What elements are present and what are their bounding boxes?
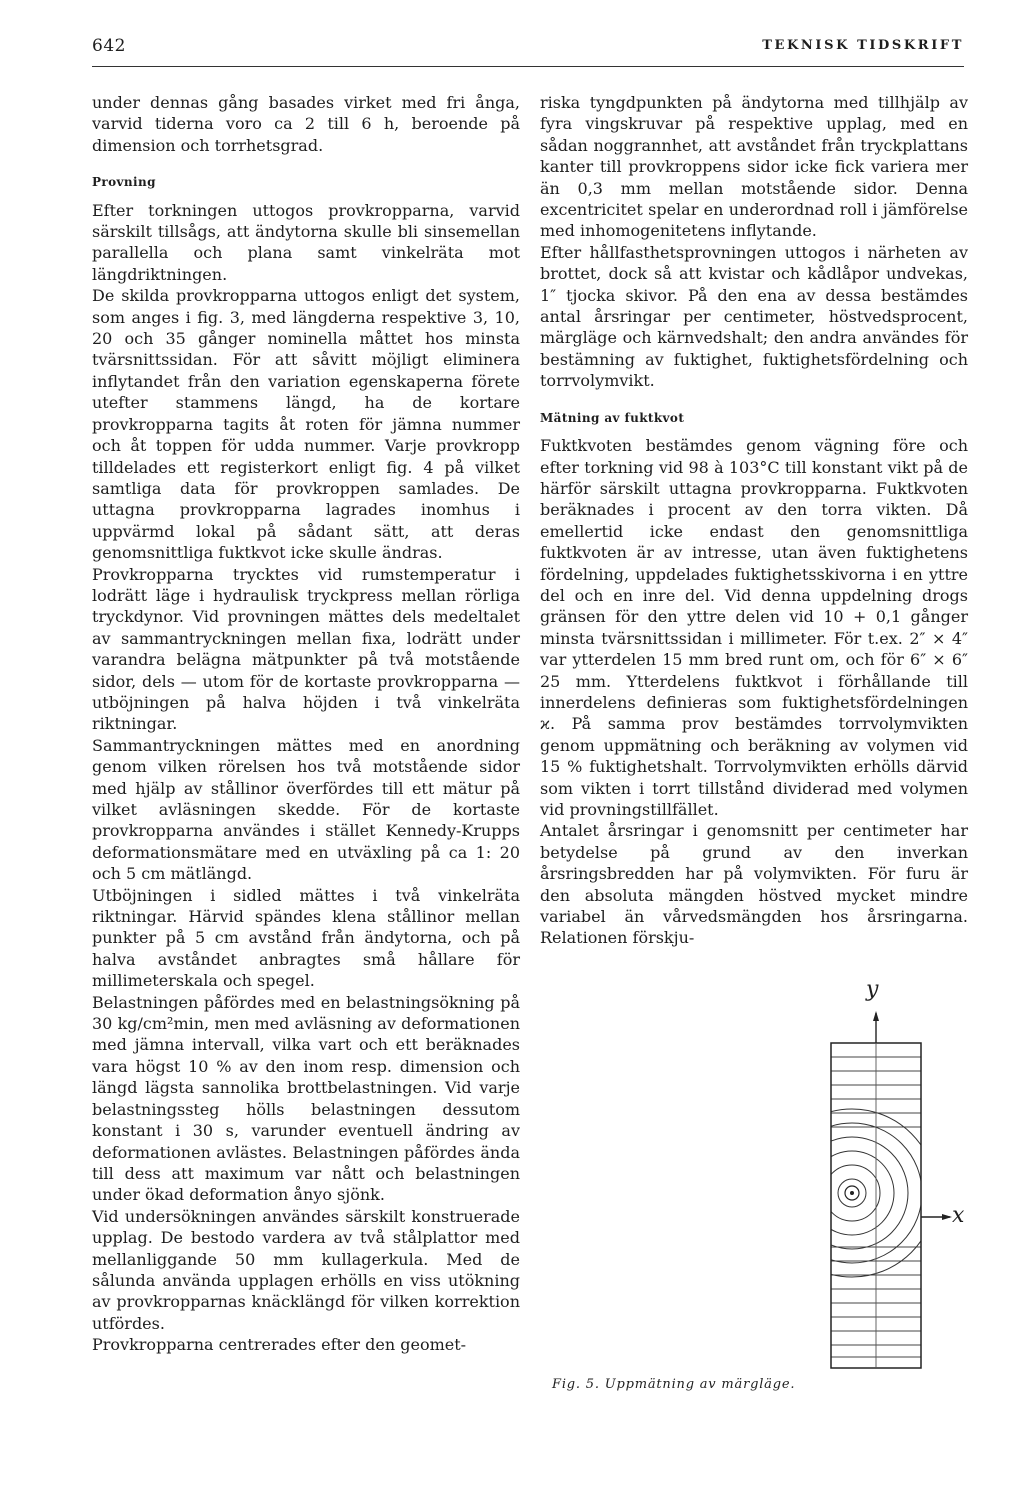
growth-rings: [768, 1057, 936, 1357]
y-axis-arrowhead: [873, 1011, 879, 1021]
pith-diagram: [540, 985, 970, 1395]
header-rule: [92, 66, 964, 67]
paragraph: Efter torkningen uttogos provkropparna, varvid särskilt tillsågs, att ändytorna skulle bli sinsemellan parallella och plana samt vinkelräta mot längdriktningen.: [92, 200, 520, 284]
section-heading: Mätning av fuktkvot: [540, 410, 685, 425]
right-column: [540, 92, 968, 949]
x-axis-arrowhead: [942, 1214, 952, 1220]
running-head: TEKNISK TIDSKRIFT: [762, 38, 964, 53]
paragraph: Provkropparna centrerades efter den geomet-: [92, 1335, 467, 1355]
paragraph: Belastningen påfördes med en belastningsökning på 30 kg/cm²min, men med avläsning av deformationen med jämna intervall, vilka vart och ett beräknades vara högst 10 % av den inom resp. dimension och längd lägsta sannolika brottbelastningen. Vid varje belastningssteg hölls belastningen dessutom konstant i 30 s, varunder eventuell ändring av deformationen avlästes. Belastningen påfördes ända till dess att maximum var nått och belastningen under ökad deformation ånyo sjönk.: [92, 992, 520, 1205]
paragraph: Sammantryckningen mättes med en anordning genom vilken rörelsen hos två motstående sidor med hjälp av stållinor överfördes till ett mätur på vilket avläsningen skedde. För de kortaste provkropparna användes i stället Kennedy-Krupps deformationsmätare med en utväxling på ca 1: 20 och 5 cm mätlängd.: [92, 735, 520, 884]
page-number: 642: [92, 36, 126, 56]
figure-pith-measurement: [540, 977, 970, 1400]
left-column: [92, 92, 520, 1356]
paragraph: Provkropparna trycktes vid rumstemperatur i lodrätt läge i hydraulisk tryckpress mellan rörliga tryckdynor. Vid provningen mättes dels medeltalet av sammantryckningen mellan fixa, lodrätt under varandra belägna mätpunkter på två motstående sidor, dels — utom för de kortaste provkropparna — utböjningen på halva höjden i två vinkelräta riktningar.: [92, 564, 520, 734]
figure-caption: Fig. 5. Uppmätning av märgläge.: [552, 1377, 796, 1392]
paragraph: Fuktkvoten bestämdes genom vägning före och efter torkning vid 98 à 103°C till konstant vikt på de härför särskilt uttagna provkropparna. Fuktkvoten beräknades i procent av den torra vikten. Då emellertid icke endast den genomsnittliga fuktkvoten är av intresse, utan även fuktighetens fördelning, uppdelades fuktighetsskivorna i en yttre del och en inre del. Vid denna uppdelning drogs gränsen för den yttre delen vid 10 + 0,1 gånger minsta tvärsnittssidan i millimeter. För t.ex. 2″ × 4″ var ytterdelen 15 mm bred runt om, och för 6″ × 6″ 25 mm. Ytterdelens fuktkvot i förhållande till innerdelens definieras som fuktighetsfördelningen ϰ. På samma prov bestämdes torrvolymvikten genom uppmätning och beräkning av volymen vid 15 % fuktighetshalt. Torrvolymvikten erhölls därvid som vikten i torrt tillstånd dividerad med volymen vid provningstillfället.: [540, 436, 968, 819]
y-axis-label: y: [866, 977, 879, 1002]
paragraph: Efter hållfasthetsprovningen uttogos i närheten av brottet, dock så att kvistar och kådlåpor undvekas, 1″ tjocka skivor. På den ena av dessa bestämdes antal årsringar per centimeter, höstvedsprocent, märgläge och kärnvedshalt; den andra användes för bestämning av fuktighet, fuktighetsfördelning och torrvolymvikt.: [540, 242, 968, 391]
section-heading: Provning: [92, 175, 156, 190]
x-axis-label: x: [952, 1203, 965, 1228]
pith-dot: [850, 1191, 854, 1195]
paragraph: riska tyngdpunkten på ändytorna med tillhjälp av fyra vingskruvar på respektive upplag, med en sådan noggrannhet, att avståndet från tryckplattans kanter till provkroppens sidor icke fick variera mer än 0,3 mm mellan motstående sidor. Denna excentricitet spelar en underordnad roll i jämförelse med inhomogenitetens inflytande.: [540, 93, 968, 241]
paragraph: Utböjningen i sidled mättes i två vinkelräta riktningar. Härvid spändes klena stållinor mellan punkter på 5 cm avstånd från ändytorna, och på halva avståndet anbragtes små hållare för millimeterskala och spegel.: [92, 885, 520, 991]
paragraph: under dennas gång basades virket med fri ånga, varvid tiderna voro ca 2 till 6 h, beroende på dimension och torrhetsgrad.: [92, 93, 520, 155]
paragraph: Vid undersökningen användes särskilt konstruerade upplag. De bestodo vardera av två stålplattor med mellanliggande 50 mm kullagerkula. Med de sålunda använda upplagen erhölls en viss utökning av provkropparnas knäcklängd för vilken korrektion utfördes.: [92, 1206, 520, 1333]
paragraph: Antalet årsringar i genomsnitt per centimeter har betydelse på grund av den inverkan årsringsbredden har på volymvikten. För furu är den absoluta mängden höstved mycket mindre variabel än vårvedsmängden hos årsringarna. Relationen förskju-: [540, 821, 968, 948]
paragraph: De skilda provkropparna uttogos enligt det system, som anges i fig. 3, med längderna respektive 3, 10, 20 och 35 gånger nominella måttet hos minsta tvärsnittssidan. För att såvitt möjligt eliminera inflytandet från den variation egenskaperna förete utefter stammens längd, ha de kortare provkropparna tagits åt roten för jämna nummer och åt toppen för udda nummer. Varje provkropp tilldelades ett registerkort enligt fig. 4 på vilket samtliga data för provkroppen samlades. De uttagna provkropparna lagrades inomhus i uppvärmd lokal på sådant sätt, att deras genomsnittliga fuktkvot icke skulle ändras.: [92, 286, 520, 563]
